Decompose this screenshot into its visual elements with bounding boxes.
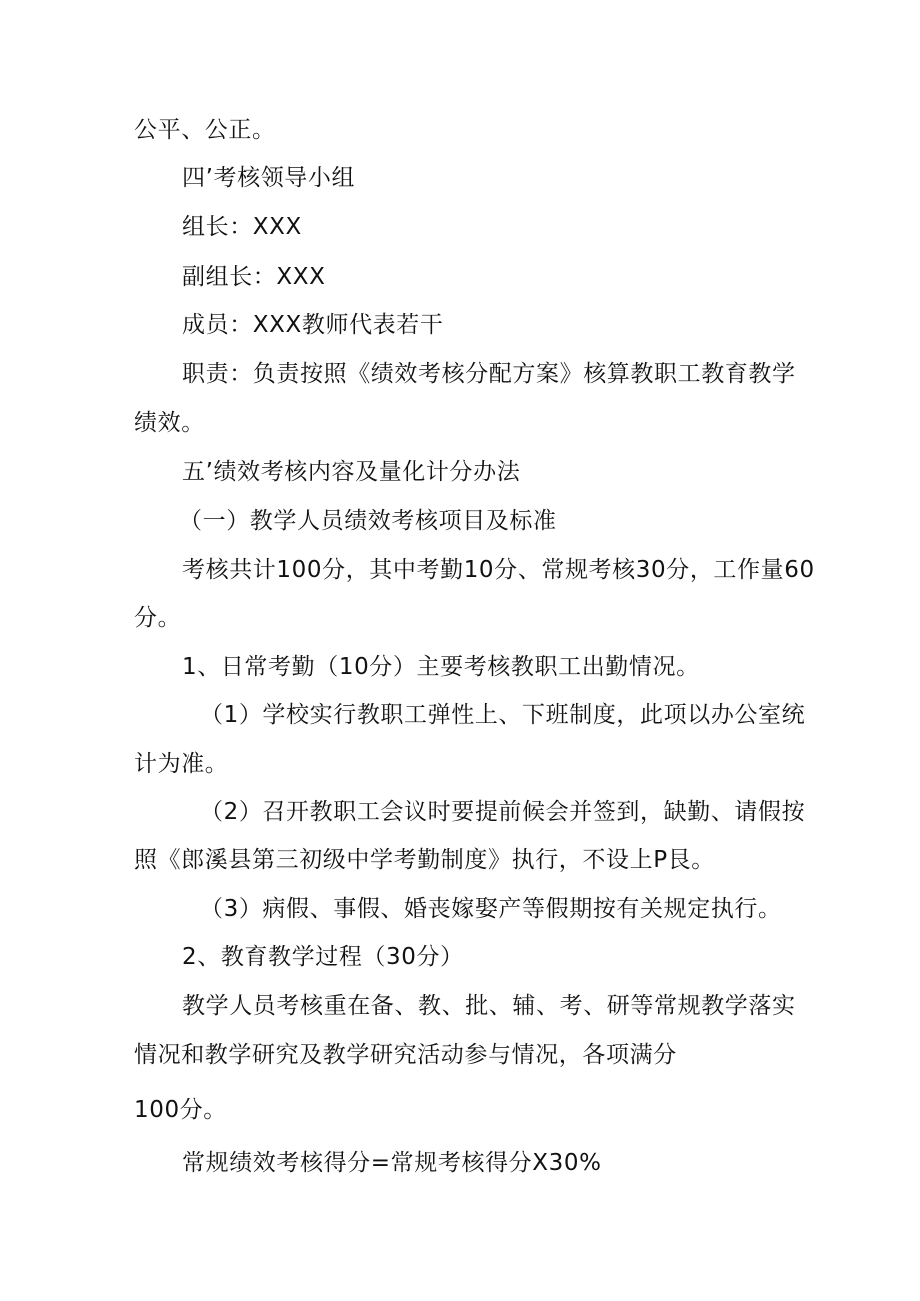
text-line-duties: 职责：负责按照《绩效考核分配方案》核算教职工教育教学 bbox=[182, 361, 796, 387]
text-line-members: 成员：XXX教师代表若干 bbox=[182, 312, 444, 338]
section-heading-assessment-content: 五’绩效考核内容及量化计分办法 bbox=[182, 459, 521, 485]
text-line-attendance-rule-1: （1）学校实行教职工弹性上、下班制度，此项以办公室统 bbox=[200, 702, 806, 728]
text-line-deputy-leader: 副组长：XXX bbox=[182, 264, 326, 290]
text-line-teaching-process: 教学人员考核重在备、教、批、辅、考、研等常规教学落实 bbox=[182, 993, 796, 1019]
section-heading-leadership-group: 四’考核领导小组 bbox=[182, 165, 356, 191]
item-heading-teaching-process: 2、教育教学过程（30分） bbox=[182, 944, 464, 970]
subsection-heading-teaching-staff: （一）教学人员绩效考核项目及标准 bbox=[179, 508, 557, 534]
text-line-attendance-rule-2: （2）召开教职工会议时要提前候会并签到，缺勤、请假按 bbox=[200, 799, 806, 825]
text-line-score-total: 考核共计100分，其中考勤10分、常规考核30分，工作量60 bbox=[182, 557, 815, 583]
text-line-attendance-rule-1-continued: 计为准。 bbox=[134, 751, 229, 777]
text-line-duties-continued: 绩效。 bbox=[134, 410, 205, 436]
text-line-score-formula: 常规绩效考核得分=常规考核得分X30% bbox=[182, 1150, 602, 1176]
text-line-leader: 组长：XXX bbox=[182, 214, 302, 240]
text-line-fairness: 公平、公正。 bbox=[134, 117, 276, 143]
text-line-full-score: 100分。 bbox=[134, 1097, 227, 1123]
text-line-attendance-rule-3: （3）病假、事假、婚丧嫁娶产等假期按有关规定执行。 bbox=[200, 896, 782, 922]
text-line-score-total-continued: 分。 bbox=[134, 605, 182, 631]
item-heading-attendance: 1、日常考勤（10分）主要考核教职工出勤情况。 bbox=[182, 654, 700, 680]
text-line-attendance-rule-2-continued: 照《郎溪县第三初级中学考勤制度》执行，不设上P艮。 bbox=[134, 847, 715, 873]
text-line-teaching-process-continued: 情况和教学研究及教学研究活动参与情况，各项满分 bbox=[134, 1042, 677, 1068]
